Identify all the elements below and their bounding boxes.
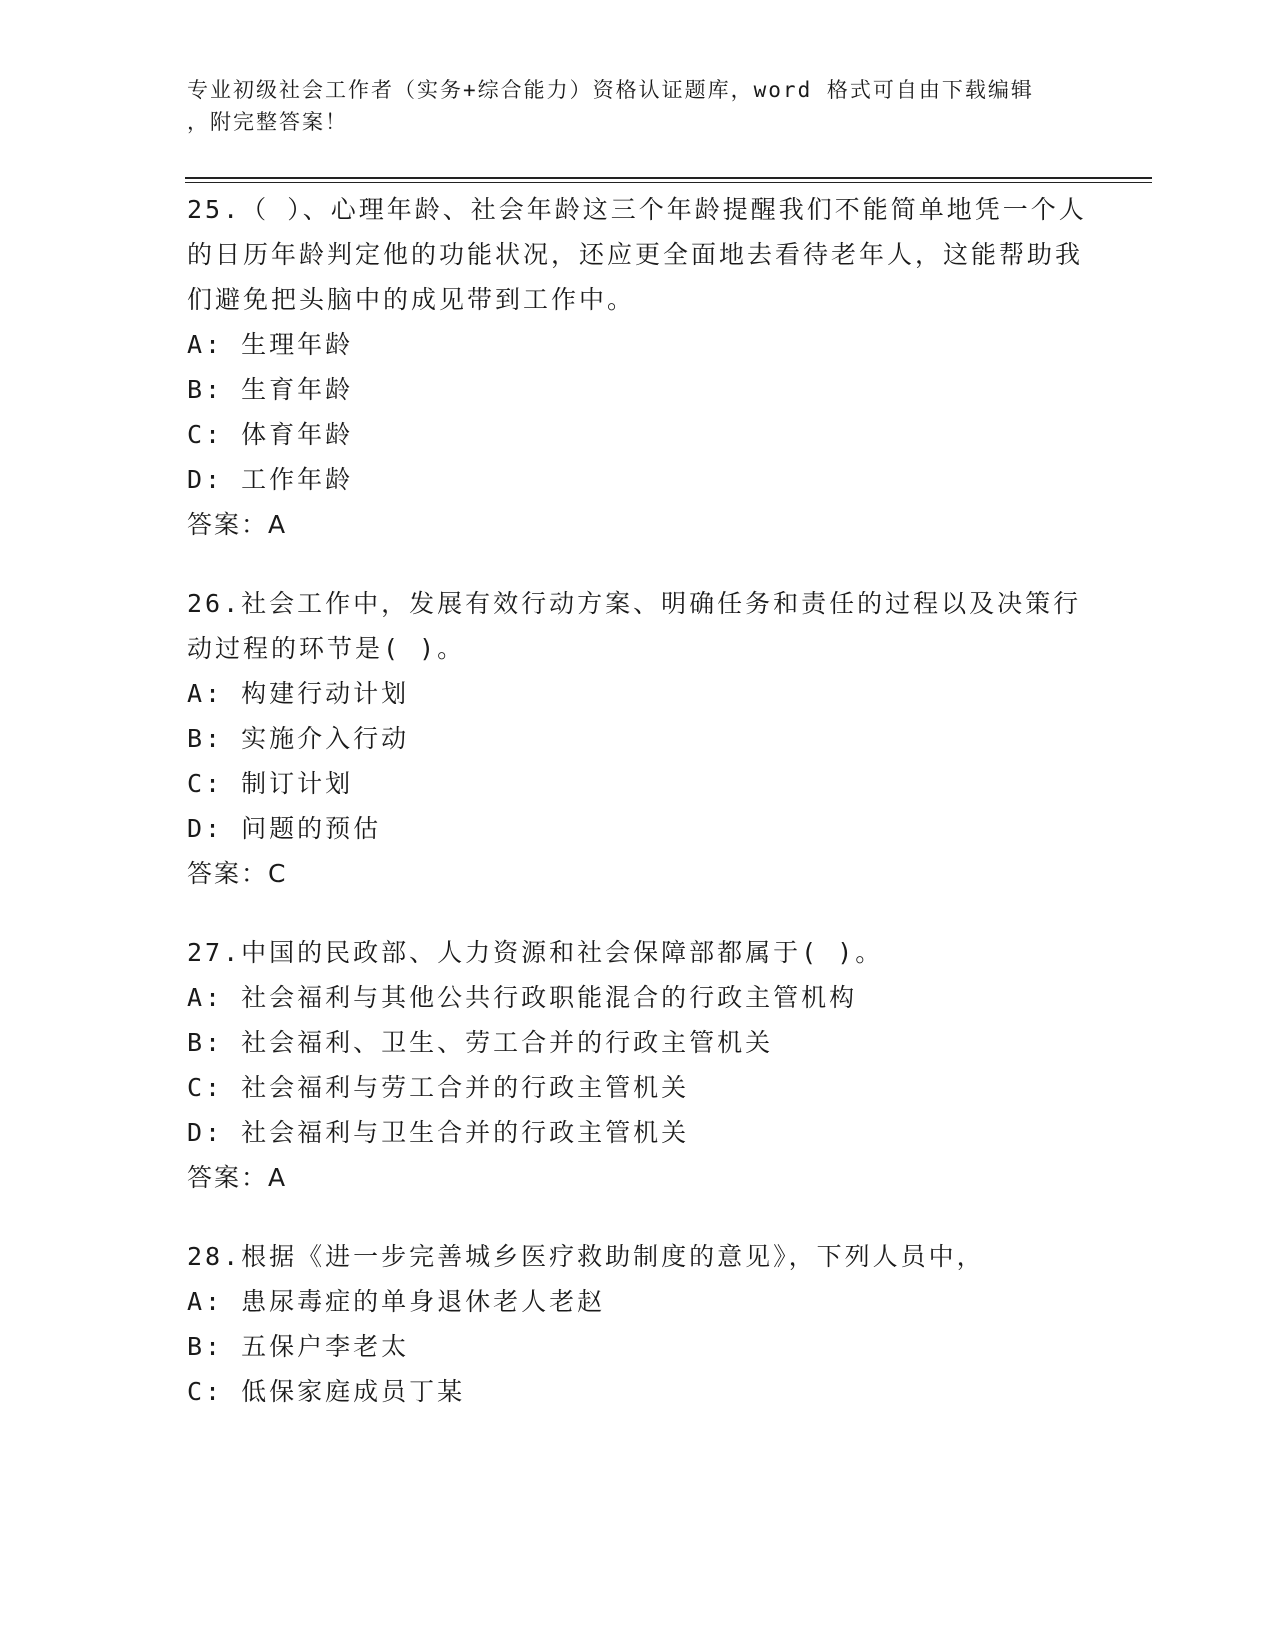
- header-divider-thick: [185, 177, 1152, 179]
- option-d: D: 社会福利与卫生合并的行政主管机关: [187, 1118, 690, 1147]
- question-stem: 25.（ ）、心理年龄、社会年龄这三个年龄提醒我们不能简单地凭一个人的日历年龄判定他的功能状况，还应更全面地去看待老年人，这能帮助我们避免把头脑中的成见带到工作中。: [187, 195, 1087, 314]
- answer: 答案：A: [187, 1163, 288, 1192]
- header-line-1: 专业初级社会工作者（实务+综合能力）资格认证题库，word 格式可自由下载编辑: [187, 78, 1034, 102]
- header-divider-thin: [185, 182, 1152, 183]
- option-a: A: 患尿毒症的单身退休老人老赵: [187, 1287, 606, 1316]
- header-line-2: ，附完整答案！: [187, 110, 348, 134]
- question-28: [187, 1234, 1087, 1414]
- answer: 答案：C: [187, 859, 288, 888]
- option-d: D: 工作年龄: [187, 465, 354, 494]
- option-c: C: 制订计划: [187, 769, 354, 798]
- option-c: C: 低保家庭成员丁某: [187, 1377, 466, 1406]
- option-b: B: 五保户李老太: [187, 1332, 410, 1361]
- option-a: A: 社会福利与其他公共行政职能混合的行政主管机构: [187, 983, 858, 1012]
- question-25: [187, 187, 1087, 547]
- question-stem: 28.根据《进一步完善城乡医疗救助制度的意见》，下列人员中，: [187, 1242, 985, 1271]
- option-d: D: 问题的预估: [187, 814, 382, 843]
- question-27: [187, 930, 1087, 1200]
- question-stem: 27.中国的民政部、人力资源和社会保障部都属于( )。: [187, 938, 884, 967]
- document-header: [187, 74, 1077, 138]
- option-b: B: 生育年龄: [187, 375, 354, 404]
- question-list: [187, 187, 1087, 1448]
- answer: 答案：A: [187, 510, 288, 539]
- option-b: B: 实施介入行动: [187, 724, 410, 753]
- option-a: A: 构建行动计划: [187, 679, 410, 708]
- option-c: C: 社会福利与劳工合并的行政主管机关: [187, 1073, 690, 1102]
- question-26: [187, 581, 1087, 896]
- option-a: A: 生理年龄: [187, 330, 354, 359]
- question-stem: 26.社会工作中，发展有效行动方案、明确任务和责任的过程以及决策行动过程的环节是( )。: [187, 589, 1082, 663]
- option-c: C: 体育年龄: [187, 420, 354, 449]
- option-b: B: 社会福利、卫生、劳工合并的行政主管机关: [187, 1028, 774, 1057]
